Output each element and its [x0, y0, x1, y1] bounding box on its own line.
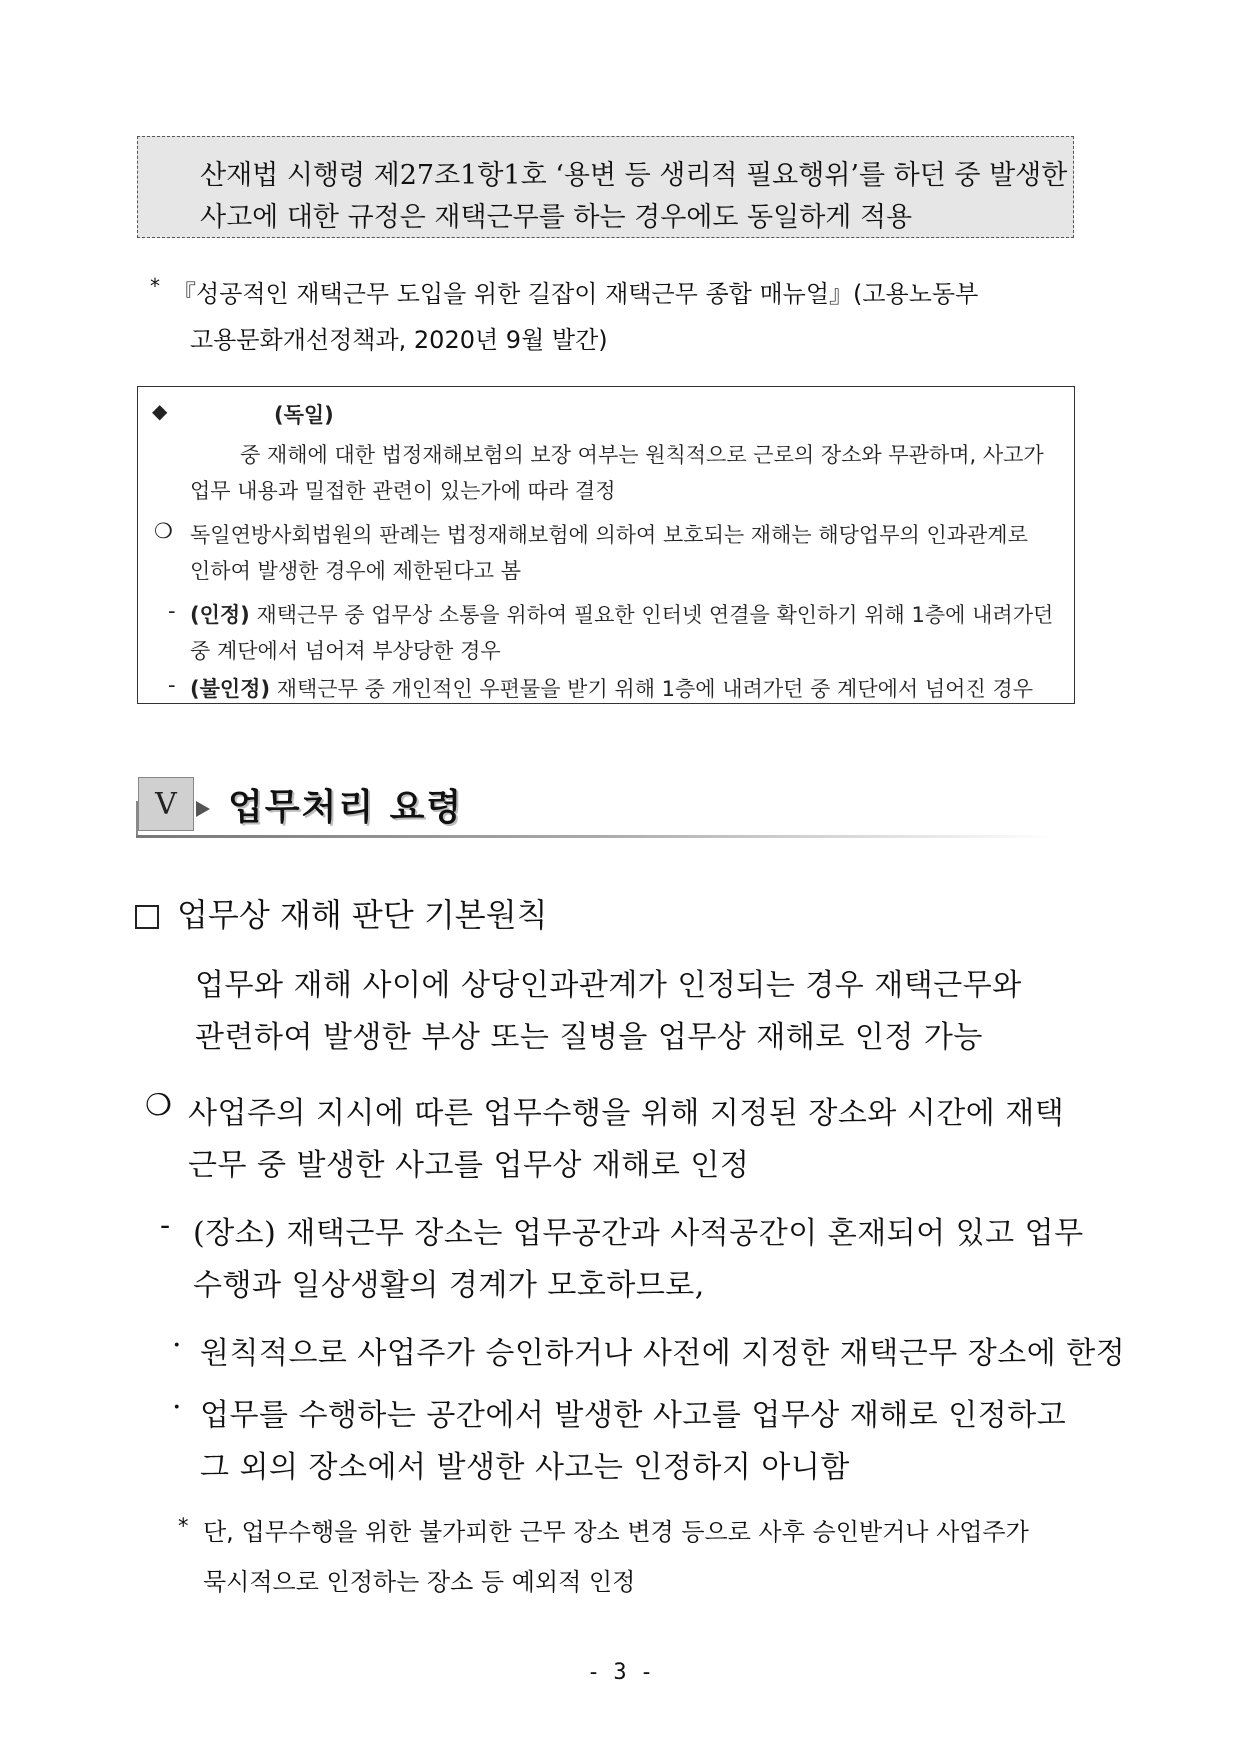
place-line-2: 수행과 일상생활의 경계가 모호하므로,	[193, 1268, 705, 1303]
dash-bullet: -	[168, 599, 176, 623]
diamond-icon: ◆	[152, 399, 168, 423]
exception-note-line-1: 단, 업무수행을 위한 불가피한 근무 장소 변경 등으로 사후 승인받거나 사업주가	[203, 1518, 1029, 1546]
dash-bullet: -	[160, 1208, 171, 1243]
regulation-note-box	[137, 136, 1074, 238]
approved-case: (인정) 재택근무 중 업무상 소통을 위하여 필요한 인터넷 연결을 확인하기 위해 1층에 내려가던	[190, 603, 1054, 627]
dot-item-2-line-2: 그 외의 장소에서 발생한 사고는 인정하지 아니함	[200, 1450, 850, 1485]
principle-heading: 업무상 재해 판단 기본원칙	[135, 890, 548, 936]
asterisk-icon: *	[178, 1514, 189, 1538]
regulation-line-2: 사고에 대한 규정은 재택근무를 하는 경우에도 동일하게 적용	[200, 202, 913, 233]
regulation-line-1: 산재법 시행령 제27조1항1호 ‘용변 등 생리적 필요행위’를 하던 중 발생한	[200, 160, 1068, 191]
dot-item-2-line-1: 업무를 수행하는 공간에서 발생한 사고를 업무상 재해로 인정하고	[200, 1398, 1067, 1433]
germany-line-1: 중 재해에 대한 법정재해보험의 보장 여부는 원칙적으로 근로의 장소와 무관하며, 사고가	[240, 443, 1044, 467]
place-line-1: (장소) 재택근무 장소는 업무공간과 사적공간이 혼재되어 있고 업무	[193, 1216, 1084, 1251]
dash-bullet: -	[168, 673, 176, 697]
asterisk-icon: *	[150, 274, 160, 298]
section-heading	[136, 771, 1056, 841]
dot-bullet: ·	[172, 1328, 183, 1363]
germany-line-4: 인하여 발생한 경우에 제한된다고 봄	[190, 559, 521, 583]
source-note-line-2: 고용문화개선정책과, 2020년 9월 발간)	[190, 326, 608, 354]
country-label: (독일)	[274, 403, 334, 427]
germany-line-2: 업무 내용과 밀접한 관련이 있는가에 따라 결정	[190, 479, 616, 503]
source-note-line-1: * 『성공적인 재택근무 도입을 위한 길잡이 재택근무 종합 매뉴얼』(고용노동부	[150, 274, 979, 308]
section-underline	[136, 835, 1056, 838]
principle-para-line-2: 관련하여 발생한 부상 또는 질병을 업무상 재해로 인정 가능	[195, 1020, 983, 1055]
arrow-icon	[196, 801, 210, 817]
germany-case-box	[137, 386, 1075, 704]
circle-bullet-icon: ❍	[154, 519, 173, 543]
checkbox-square-icon	[135, 905, 159, 929]
page-number: - 3 -	[586, 1660, 654, 1685]
section-title: 업무처리 요령	[228, 787, 464, 828]
circle-bullet-icon: ❍	[145, 1088, 173, 1123]
section-number-badge: V	[138, 777, 194, 831]
germany-line-3: 독일연방사회법원의 판례는 법정재해보험에 의하여 보호되는 재해는 해당업무의 인과관계로	[190, 523, 1028, 547]
bullet-line-2: 근무 중 발생한 사고를 업무상 재해로 인정	[188, 1148, 750, 1183]
principle-para-line-1: 업무와 재해 사이에 상당인과관계가 인정되는 경우 재택근무와	[195, 968, 1022, 1003]
dot-item-1: 원칙적으로 사업주가 승인하거나 사전에 지정한 재택근무 장소에 한정	[200, 1336, 1126, 1371]
exception-note-line-2: 묵시적으로 인정하는 장소 등 예외적 인정	[203, 1568, 636, 1596]
germany-line-6: 중 계단에서 넘어져 부상당한 경우	[190, 639, 501, 663]
rejected-case: (불인정) 재택근무 중 개인적인 우편물을 받기 위해 1층에 내려가던 중 계단에서 넘어진 경우	[190, 677, 1033, 701]
bullet-line-1: 사업주의 지시에 따른 업무수행을 위해 지정된 장소와 시간에 재택	[188, 1096, 1065, 1131]
dot-bullet: ·	[172, 1390, 183, 1425]
